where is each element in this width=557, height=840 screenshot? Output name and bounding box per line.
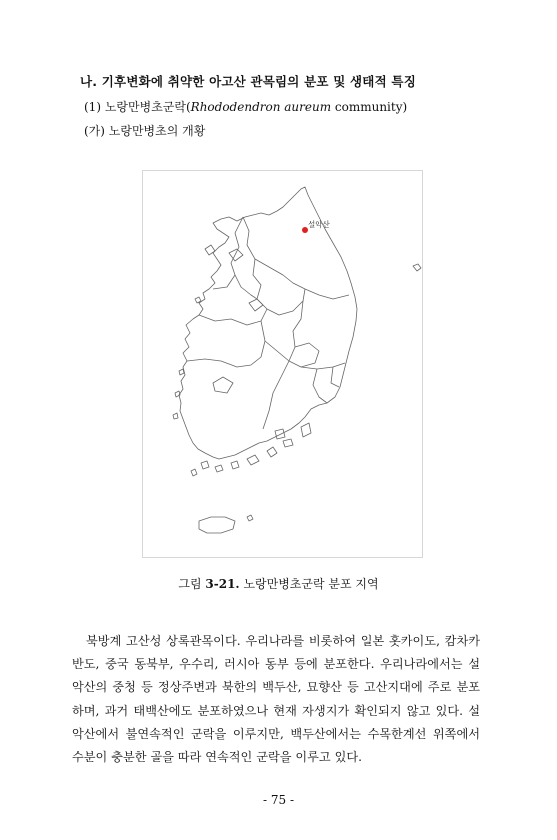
subsection-title	[84, 98, 407, 115]
island-jeju	[199, 517, 235, 533]
island-jeju-small	[247, 515, 253, 521]
island-namhae	[275, 429, 285, 439]
island-south-3	[231, 461, 239, 469]
body-line: 악산에서 불연속적인 군락을 이루지만, 백두산에서는 수목한계선 위쪽에서	[72, 726, 480, 741]
island-south-2	[215, 465, 223, 472]
border-ulsan	[331, 367, 339, 387]
subsection-number: (1)	[84, 100, 101, 114]
subsection-title-korean: 노랑만병초군락(	[104, 100, 191, 114]
island-south-5	[267, 447, 277, 457]
border-gyeongnam	[263, 341, 289, 429]
border-gyeonggi	[213, 217, 243, 289]
island-west-4	[173, 413, 178, 419]
mainland-outline	[179, 187, 357, 459]
border-chungnam	[235, 275, 257, 299]
body-line: 악산의 중청 등 정상주변과 북한의 백두산, 묘향산 등 고산지대에 주로 분포	[72, 680, 480, 695]
subsection-title-suffix: community)	[331, 100, 408, 114]
korea-map	[143, 171, 424, 559]
body-paragraph	[72, 630, 480, 769]
body-line: 하며, 과거 태백산에도 분포하였으나 현재 자생지가 확인되지 않고 있다. 설	[72, 703, 480, 718]
caption-prefix: 그림	[178, 577, 206, 591]
seoraksan-label: 설악산	[308, 220, 330, 229]
sub-subsection-title: (가) 노랑만병초의 개황	[84, 124, 206, 138]
page-number: - 75 -	[262, 793, 294, 807]
border-daejeon	[249, 299, 263, 311]
island-geoje	[301, 423, 311, 437]
section-heading: 나. 기후변화에 취약한 아고산 관목림의 분포 및 생태적 특징	[80, 74, 416, 89]
body-line: 반도, 중국 동북부, 우수리, 러시아 동부 등에 분포한다. 우리나라에서는 설	[72, 657, 480, 672]
border-jeonbuk	[199, 309, 267, 325]
border-seoul	[229, 249, 243, 261]
island-west-2	[179, 369, 184, 375]
figure-caption	[0, 575, 557, 592]
border-daegu	[295, 343, 319, 367]
caption-text: 노랑만병초군락 분포 지역	[239, 577, 379, 591]
border-gwangju	[213, 377, 233, 393]
island-south-6	[283, 439, 293, 447]
island-south-4	[247, 455, 259, 465]
body-line: 북방계 고산성 상록관목이다. 우리나라를 비롯하여 일본 홋카이도, 캄차카	[86, 634, 480, 648]
border-jeonnam	[187, 321, 265, 367]
border-gyeongbuk	[289, 301, 345, 369]
korea-map-figure	[142, 170, 423, 558]
island-south-1	[201, 461, 209, 469]
border-busan	[313, 369, 327, 403]
subsection-title-latin: Rhododendron aureum	[190, 100, 332, 114]
island-south-7	[191, 469, 197, 476]
border-gangwon	[243, 217, 349, 299]
caption-number: 3-21.	[205, 577, 240, 591]
island-ulleungdo	[413, 264, 421, 271]
body-line: 수분이 충분한 골을 따라 연속적인 군락을 이루고 있다.	[72, 750, 363, 765]
